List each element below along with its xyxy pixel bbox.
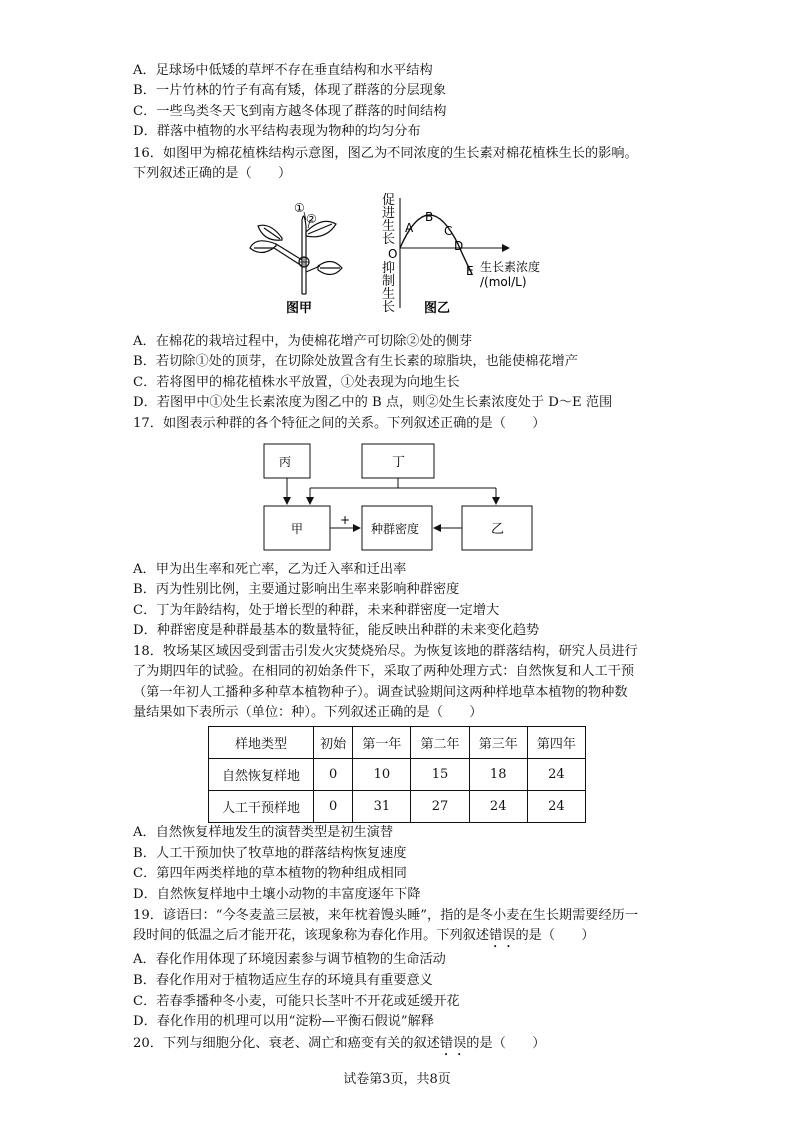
plus-sign: + [340, 513, 351, 527]
q18-stem-line4: 量结果如下表所示（单位：种）。下列叙述正确的是（ ） [133, 705, 483, 720]
table-cell: 18 [469, 759, 527, 791]
q18-stem-line1: 18．牧场某区域因受到雷击引发火灾焚烧殆尽。为恢复该地的群落结构，研究人员进行 [133, 644, 638, 659]
figure-yi-auxin-curve [380, 188, 556, 320]
table-header-cell: 初始 [314, 727, 353, 759]
q15-option-d: D．群落中植物的水平结构表现为物种的均匀分布 [133, 124, 421, 139]
q20-stem-pre: 20．下列与细胞分化、衰老、凋亡和癌变有关的叙述 [133, 1036, 440, 1051]
box-yi-label: 乙 [491, 522, 505, 537]
y-bottom-char-3: 生 [382, 287, 396, 302]
q18-species-table [208, 726, 586, 823]
y-top-char-2: 进 [382, 206, 396, 221]
q17-option-a: A．甲为出生率和死亡率，乙为迁入率和迁出率 [133, 562, 407, 577]
q18-option-b: B．人工干预加快了牧草地的群落结构恢复速度 [133, 846, 407, 861]
q16-option-a: A．在棉花的栽培过程中，为使棉花增产可切除②处的侧芽 [133, 334, 473, 349]
q20-stem-post: 的是（ ） [466, 1036, 546, 1051]
table-cell: 24 [469, 791, 527, 823]
table-row [209, 791, 586, 823]
table-cell: 24 [527, 791, 585, 823]
table-header-cell: 样地类型 [209, 727, 314, 759]
point-c-label: C [444, 224, 453, 238]
q19-stem-line2 [133, 926, 595, 951]
q16-stem-line2: 下列叙述正确的是（ ） [133, 166, 292, 181]
y-top-char-1: 促 [382, 193, 396, 208]
q17-option-b: B．丙为性别比例，主要通过影响出生率来影响种群密度 [133, 582, 460, 597]
box-ding-label: 丁 [392, 455, 406, 470]
box-center-label: 种群密度 [371, 522, 420, 536]
caption-jia: 图甲 [286, 301, 313, 316]
q15-option-c: C．一些鸟类冬天飞到南方越冬体现了群落的时间结构 [133, 104, 447, 119]
q15-option-a: A．足球场中低矮的草坪不存在垂直结构和水平结构 [133, 63, 433, 78]
q19-emphasis-error: 错误 [489, 928, 516, 943]
q20-emphasis-error: 错误 [439, 1036, 467, 1051]
table-header-cell: 第一年 [353, 727, 411, 759]
figure-population-features-diagram [262, 442, 534, 554]
label-2: ② [306, 212, 317, 226]
table-cell: 0 [314, 759, 353, 791]
table-cell: 自然恢复样地 [209, 759, 314, 791]
table-header-cell: 第四年 [527, 727, 585, 759]
y-top-char-3: 生 [382, 219, 396, 234]
table-cell: 人工干预样地 [209, 791, 314, 823]
q16-option-d: D．若图甲中①处生长素浓度为图乙中的 B 点，则②处生长素浓度处于 D～E 范围 [133, 395, 613, 410]
x-axis-label-1: 生长素浓度 [480, 260, 541, 274]
table-header-row [209, 727, 586, 759]
q18-option-d: D．自然恢复样地中土壤小动物的丰富度逐年下降 [133, 887, 421, 902]
point-b-label: B [425, 210, 434, 224]
q18-stem-line2: 了为期四年的试验。在相同的初始条件下，采取了两种处理方式：自然恢复和人工干预 [133, 664, 635, 679]
q18-stem-line3: （第一年初人工播种多种草本植物种子）。调查试验期间这两种样地草本植物的物种数 [133, 685, 628, 700]
q18-option-c: C．第四年两类样地的草本植物的物种组成相同 [133, 866, 407, 881]
caption-yi: 图乙 [424, 301, 451, 316]
table-cell: 31 [353, 791, 411, 823]
q17-option-d: D．种群密度是种群最基本的数量特征，能反映出种群的未来变化趋势 [133, 623, 540, 638]
y-bottom-char-2: 制 [382, 274, 396, 289]
q19-option-c: C．若春季播种冬小麦，可能只长茎叶不开花或延缓开花 [133, 994, 460, 1009]
q17-option-c: C．丁为年龄结构，处于增长型的种群，未来种群密度一定增大 [133, 603, 500, 618]
table-header-cell: 第三年 [469, 727, 527, 759]
q16-stem-line1: 16．如图甲为棉花植株结构示意图，图乙为不同浓度的生长素对棉花植株生长的影响。 [133, 146, 638, 161]
table-row [209, 759, 586, 791]
y-top-char-4: 长 [382, 232, 396, 247]
y-bottom-char-1: 抑 [382, 261, 396, 276]
q19-option-b: B．春化作用对于植物适应生存的环境具有重要意义 [133, 973, 433, 988]
table-cell: 15 [411, 759, 469, 791]
q18-option-a: A．自然恢复样地发生的演替类型是初生演替 [133, 825, 394, 840]
q19-option-a: A．春化作用体现了环境因素参与调节植物的生命活动 [133, 952, 446, 967]
table-cell: 10 [353, 759, 411, 791]
q19-stem-line2-pre: 段时间的低温之后才能开花，该现象称为春化作用。下列叙述 [133, 928, 490, 943]
table-cell: 24 [527, 759, 585, 791]
q16-option-b: B．若切除①处的顶芽，在切除处放置含有生长素的琼脂块，也能使棉花增产 [133, 354, 578, 369]
box-bing-label: 丙 [279, 455, 292, 469]
table-cell: 0 [314, 791, 353, 823]
label-1: ① [294, 201, 305, 215]
q15-option-b: B．一片竹林的竹子有高有矮，体现了群落的分层现象 [133, 83, 447, 98]
y-bottom-char-4: 长 [382, 300, 396, 315]
q20-stem [133, 1034, 545, 1059]
point-d-label: D [454, 239, 464, 253]
table-header-cell: 第二年 [411, 727, 469, 759]
box-jia-label: 甲 [291, 522, 304, 536]
origin-label: O [388, 247, 398, 261]
figure-jia-cotton-plant [244, 196, 344, 318]
point-e-label: E [466, 264, 474, 278]
q19-option-d: D．春化作用的机理可以用“淀粉—平衡石假说”解释 [133, 1014, 434, 1029]
q19-stem-line1: 19．谚语曰：“今冬麦盖三层被，来年枕着馒头睡”，指的是冬小麦在生长期需要经历一 [133, 908, 639, 923]
q19-stem-line2-post: 的是（ ） [515, 928, 595, 943]
page-footer: 试卷第3页，共8页 [343, 1072, 451, 1087]
x-axis-label-2: /(mol/L) [480, 275, 527, 289]
point-a-label: A [405, 221, 414, 235]
q17-stem: 17．如图表示种群的各个特征之间的关系。下列叙述正确的是（ ） [133, 416, 546, 431]
x-axis-arrow [502, 244, 510, 252]
table-cell: 27 [411, 791, 469, 823]
q16-option-c: C．若将图甲的棉花植株水平放置，①处表现为向地生长 [133, 375, 460, 390]
leaf-left-lower [250, 241, 276, 253]
